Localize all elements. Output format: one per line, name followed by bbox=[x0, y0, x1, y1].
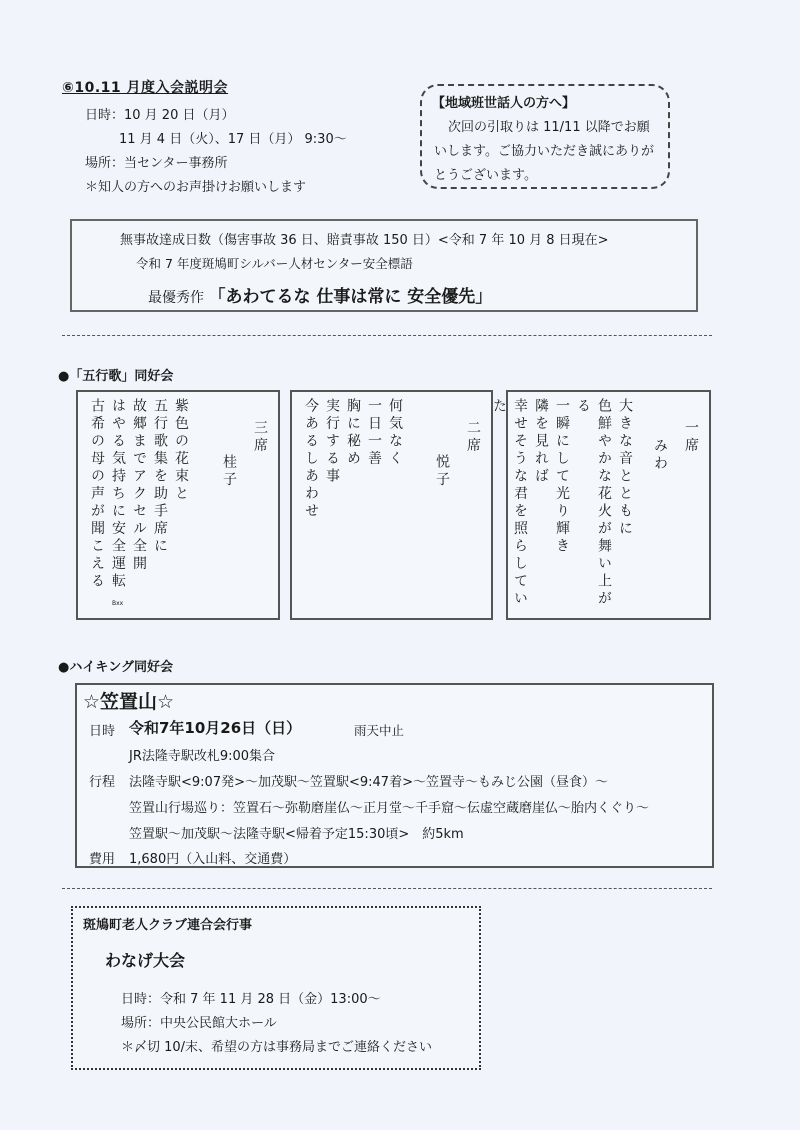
poem-author: みわ bbox=[652, 438, 668, 473]
section6-date-line-2: 11 月 4 日（火）、17 日（月） 9:30～ bbox=[119, 132, 347, 147]
hiking-route-line: 笠置駅～加茂駅～法隆寺駅<帰着予定15:30頃> 約5km bbox=[129, 827, 464, 842]
section6-date-line: 日時：10 月 20 日（月） bbox=[85, 108, 235, 123]
poem-line: 隣を見れば bbox=[533, 398, 549, 486]
poem-author: 桂子 bbox=[221, 454, 237, 489]
poem-line: 紫色の花束と bbox=[173, 398, 189, 503]
poem-card-first-place bbox=[491, 390, 711, 620]
hiking-event-box bbox=[75, 683, 714, 868]
section6-place-line: 場所：当センター事務所 bbox=[85, 156, 228, 171]
section-divider bbox=[62, 335, 712, 336]
hiking-cost: 1,680円（入山料、交通費） bbox=[129, 852, 297, 867]
hiking-club-heading: ●ハイキング同好会 bbox=[58, 660, 173, 675]
senior-club-title: 斑鳩町老人クラブ連合会行事 bbox=[83, 918, 253, 933]
poem-line: 一日一善 bbox=[366, 398, 382, 468]
section-divider bbox=[62, 888, 712, 889]
hiking-date-label: 日時 bbox=[89, 724, 116, 739]
hiking-rain-note: 雨天中止 bbox=[354, 723, 405, 738]
section6-note-line: ＊知人の方へのお声掛けお願いします bbox=[85, 180, 307, 195]
poem-line: 古希の母の声が聞こえる bbox=[89, 398, 105, 591]
poem-card-second-place bbox=[290, 390, 493, 620]
hiking-route-label: 行程 bbox=[89, 775, 116, 790]
poem-line: 何気なく bbox=[387, 398, 403, 468]
poem-author: 悦子 bbox=[434, 454, 450, 489]
notice-box bbox=[420, 84, 670, 189]
senior-club-event-box bbox=[71, 906, 481, 1070]
poem-rank: 三席 bbox=[252, 420, 268, 455]
poem-line: 一瞬にして光り輝き bbox=[554, 398, 570, 556]
poem-rank: 一席 bbox=[683, 420, 699, 455]
poem-line: 幸せそうな君を照らしていた bbox=[491, 398, 528, 608]
accident-free-days: 無事故達成日数（傷害事故 36 日、賠責事故 150 日）<令和 7 年 10 月 8 日現在> bbox=[120, 233, 609, 248]
event-date: 日時：令和 7 年 11 月 28 日（金）13:00～ bbox=[121, 992, 381, 1007]
gogyo-club-heading: ●「五行歌」同好会 bbox=[58, 369, 174, 384]
poem-line: 胸に秘め bbox=[345, 398, 361, 468]
safety-slogan: 「あわてるな 仕事は常に 安全優先」 bbox=[208, 287, 493, 307]
poem-line: 今あるしあわせ bbox=[303, 398, 319, 521]
hiking-route-line: 笠置山行場巡り：笠置石～弥勒磨崖仏～正月堂～千手窟～伝虚空蔵磨崖仏～胎内くぐり～ bbox=[129, 801, 650, 816]
hiking-cost-label: 費用 bbox=[89, 852, 116, 867]
poem-rank: 二席 bbox=[465, 420, 481, 455]
poem-line: はやる気持ちに安全運転 bbox=[110, 398, 126, 591]
safety-slogan-caption: 令和 7 年度斑鳩町シルバー人材センター安全標語 bbox=[136, 256, 413, 271]
notice-body: 次回の引取りは 11/11 以降でお願いします。ご協力いただき誠にありがとうございます。 bbox=[434, 120, 654, 183]
event-deadline-note: ＊〆切 10/末、希望の方は事務局までご連絡ください bbox=[121, 1040, 433, 1055]
hiking-date: 令和7年10月26日（日） bbox=[129, 719, 302, 737]
poem-stamp-mark: Bxx bbox=[112, 600, 124, 607]
notice-heading: 【地域班世話人の方へ】 bbox=[432, 96, 576, 111]
award-label: 最優秀作 bbox=[148, 290, 204, 306]
poem-line: 大きな音とともに bbox=[617, 398, 633, 538]
event-name: わなげ大会 bbox=[105, 951, 186, 970]
hiking-title: ☆笠置山☆ bbox=[83, 691, 175, 713]
section6-title: ⑥10.11 月度入会説明会 bbox=[62, 80, 229, 96]
hiking-meeting-point: JR法隆寺駅改札9:00集合 bbox=[129, 749, 276, 764]
poem-line: 五行歌集を助手席に bbox=[152, 398, 168, 556]
safety-box bbox=[70, 219, 698, 312]
safety-slogan-line bbox=[148, 282, 492, 307]
hiking-route-line: 法隆寺駅<9:07発>～加茂駅～笠置駅<9:47着>～笠置寺～もみじ公園（昼食）～ bbox=[129, 775, 608, 790]
poem-line: 故郷までアクセル全開 bbox=[131, 398, 147, 573]
poem-card-third-place bbox=[76, 390, 280, 620]
poem-line: 色鮮やかな花火が舞い上がる bbox=[575, 398, 612, 608]
poem-line: 実行する事 bbox=[324, 398, 340, 486]
event-place: 場所：中央公民館大ホール bbox=[121, 1016, 277, 1031]
